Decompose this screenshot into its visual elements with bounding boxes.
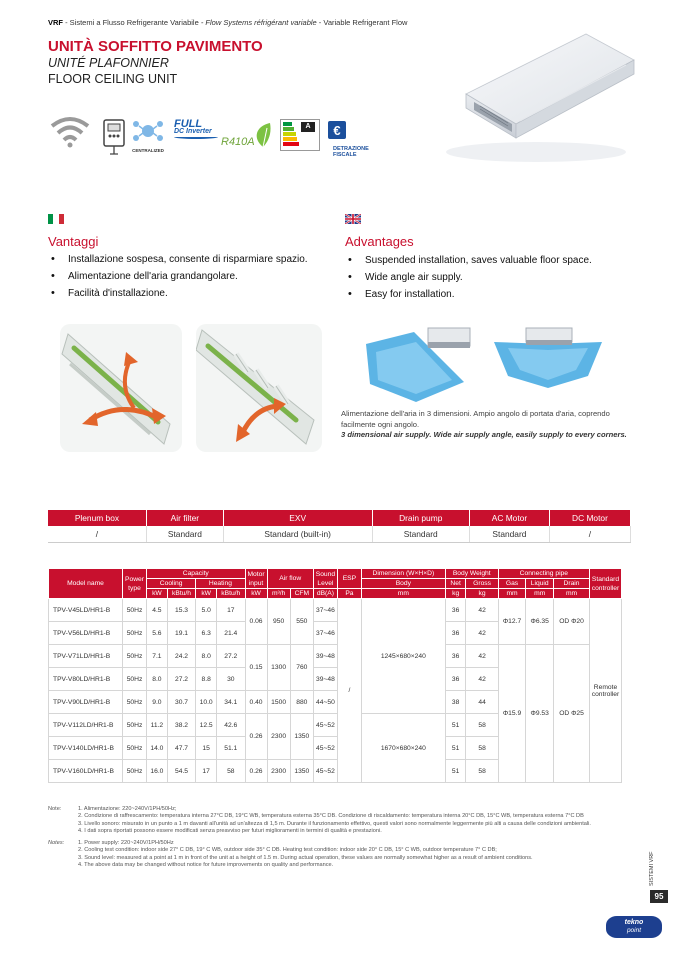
cooling-kw: 9.0 [147, 691, 168, 714]
italian-advantages-list [48, 251, 338, 302]
options-cell: / [549, 526, 630, 542]
wired-controller-icon [101, 118, 127, 158]
net-weight: 51 [445, 760, 466, 783]
motor-input: 0.40 [245, 691, 267, 714]
notes-italian [48, 806, 618, 835]
ceiling-mounted-airflow-illustration [488, 322, 608, 404]
note-item: 1. Alimentazione: 220~240V/1PH/50Hz; [78, 806, 177, 812]
airflow-caption [341, 409, 641, 441]
heating-kbtu: 34.1 [217, 691, 245, 714]
options-header: DC Motor [549, 510, 630, 526]
note-item: 2. Cooling test condition: indoor side 27° C DB, 19° C WB, outdoor side 35° C DB. Heating test condition: indoor side 20° C DB, 15° C WB, outdoor temperature 7° C DB; [78, 847, 497, 854]
heating-kbtu: 51.1 [217, 737, 245, 760]
standard-controller: Remote controller [590, 599, 622, 783]
unit-kw: kW [245, 589, 267, 599]
airflow-cfm: 880 [290, 691, 313, 714]
power-type: 50Hz [123, 645, 147, 668]
english-advantages-heading: Advantages [345, 234, 414, 249]
unit-cfm: CFM [290, 589, 313, 599]
sound-level: 45~52 [313, 714, 337, 737]
italian-flag-icon [48, 214, 64, 224]
caption-english: 3 dimensional air supply. Wide air supply angle, easily supply to every corners. [341, 430, 627, 439]
motor-input: 0.26 [245, 714, 267, 760]
note-item: 4. The above data may be changed without notice for future improvements on quality and performance. [78, 862, 334, 869]
gas-pipe: Φ12.7 [498, 599, 526, 645]
gross-weight: 58 [466, 737, 498, 760]
header-dimension: Dimension (W×H×D) [361, 569, 445, 579]
power-type: 50Hz [123, 599, 147, 622]
unit-mm: mm [361, 589, 445, 599]
options-header: EXV [223, 510, 372, 526]
unit-m3h: m³/h [267, 589, 290, 599]
options-header: Plenum box [48, 510, 146, 526]
options-cell: Standard (built-in) [223, 526, 372, 542]
unit-kg: kg [445, 589, 466, 599]
header-weight: Body Weight [445, 569, 498, 579]
cooling-kbtu: 27.2 [167, 668, 195, 691]
gross-weight: 42 [466, 668, 498, 691]
full-dc-inverter-badge [174, 118, 222, 152]
drain-pipe: OD Φ25 [554, 645, 590, 783]
model-name: TPV-V90LD/HR1-B [49, 691, 123, 714]
options-cell: Standard [372, 526, 469, 542]
unit-kbtu: kBtu/h [167, 589, 195, 599]
specifications-table [48, 568, 622, 783]
airflow-m3h: 2300 [267, 760, 290, 783]
unit-mm: mm [554, 589, 590, 599]
power-type: 50Hz [123, 691, 147, 714]
notes-english [48, 840, 618, 869]
cooling-kbtu: 15.3 [167, 599, 195, 622]
tax-label: DETRAZIONE FISCALE [333, 146, 369, 158]
notes-english-label: Notes: [48, 840, 65, 847]
centralized-label: CENTRALIZED [132, 148, 164, 153]
heating-kw: 15 [196, 737, 217, 760]
model-name: TPV-V140LD/HR1-B [49, 737, 123, 760]
options-cell: Standard [469, 526, 549, 542]
title-italian: UNITÀ SOFFITTO PAVIMENTO [48, 38, 263, 55]
sound-level: 45~52 [313, 760, 337, 783]
motor-input: 0.06 [245, 599, 267, 645]
header-motor: Motor input [245, 569, 267, 589]
heating-kw: 8.0 [196, 645, 217, 668]
cooling-kbtu: 24.2 [167, 645, 195, 668]
list-item: • Facilità d'installazione. [48, 285, 338, 302]
teknopoint-logo [606, 916, 662, 938]
unit-kbtu: kBtu/h [217, 589, 245, 599]
power-type: 50Hz [123, 760, 147, 783]
cooling-kw: 14.0 [147, 737, 168, 760]
leaf-icon [254, 122, 272, 148]
header-cooling: Cooling [147, 579, 196, 589]
body-dimension: 1670×680×240 [361, 714, 445, 783]
heating-kbtu: 58 [217, 760, 245, 783]
cooling-kbtu: 47.7 [167, 737, 195, 760]
power-type: 50Hz [123, 737, 147, 760]
header-gross: Gross [466, 579, 498, 589]
airflow-louver-illustration-left [60, 324, 182, 452]
options-cell: Standard [146, 526, 223, 542]
motor-input: 0.26 [245, 760, 267, 783]
cooling-kw: 16.0 [147, 760, 168, 783]
header-model: Model name [49, 569, 123, 599]
tax-deduction-badge [327, 120, 373, 158]
cooling-kbtu: 38.2 [167, 714, 195, 737]
unit-dba: dB(A) [313, 589, 337, 599]
body-dimension: 1245×680×240 [361, 599, 445, 714]
heating-kw: 12.5 [196, 714, 217, 737]
header-airflow: Air flow [267, 569, 313, 589]
title-english: FLOOR CEILING UNIT [48, 72, 178, 86]
header-net: Net [445, 579, 466, 589]
cooling-kw: 11.2 [147, 714, 168, 737]
header-heating: Heating [196, 579, 245, 589]
heating-kbtu: 21.4 [217, 622, 245, 645]
table-row [49, 599, 622, 622]
italian-advantages-heading: Vantaggi [48, 234, 99, 249]
options-header: Air filter [146, 510, 223, 526]
net-weight: 36 [445, 668, 466, 691]
svg-text:€: € [333, 123, 341, 138]
gross-weight: 44 [466, 691, 498, 714]
unit-mm: mm [526, 589, 554, 599]
page-number: 95 [650, 890, 668, 903]
sound-level: 39~48 [313, 645, 337, 668]
heating-kw: 5.0 [196, 599, 217, 622]
unit-pa: Pa [337, 589, 361, 599]
table-row [49, 645, 622, 668]
heating-kw: 6.3 [196, 622, 217, 645]
options-header: Drain pump [372, 510, 469, 526]
airflow-cfm: 1350 [290, 760, 313, 783]
model-name: TPV-V71LD/HR1-B [49, 645, 123, 668]
options-header: AC Motor [469, 510, 549, 526]
airflow-m3h: 950 [267, 599, 290, 645]
title-french: UNITÉ PLAFONNIER [48, 56, 169, 70]
model-name: TPV-V112LD/HR1-B [49, 714, 123, 737]
english-advantages-list [345, 252, 645, 303]
header-power: Power type [123, 569, 147, 599]
heating-kbtu: 42.6 [217, 714, 245, 737]
heating-kbtu: 17 [217, 599, 245, 622]
side-section-label: SISTEMI VRF [649, 851, 655, 886]
unit-kg: kg [466, 589, 498, 599]
list-item: • Installazione sospesa, consente di risparmiare spazio. [48, 251, 338, 268]
header-drain: Drain [554, 579, 590, 589]
power-type: 50Hz [123, 622, 147, 645]
note-item: 2. Condizione di raffrescamento: temperatura interna 27°C DB, 19°C WB, temperatura esterna 35°C DB. Condizione di riscaldamento: temperatura interna 20°C DB, 15°C WB, temperatura esterna 7°C DB [78, 813, 584, 820]
net-weight: 36 [445, 622, 466, 645]
list-item: • Wide angle air supply. [345, 269, 645, 286]
full-label: FULL [174, 118, 203, 130]
liquid-pipe: Φ6.35 [526, 599, 554, 645]
header-liquid: Liquid [526, 579, 554, 589]
model-name: TPV-V56LD/HR1-B [49, 622, 123, 645]
list-item: • Alimentazione dell'aria grandangolare. [48, 268, 338, 285]
sound-level: 44~50 [313, 691, 337, 714]
net-weight: 51 [445, 714, 466, 737]
gas-pipe: Φ15.9 [498, 645, 526, 783]
centralized-control-icon [131, 119, 165, 153]
heating-kbtu: 27.2 [217, 645, 245, 668]
heating-kw: 10.0 [196, 691, 217, 714]
unit-mm: mm [498, 589, 526, 599]
note-item: 3. Sound level: measured at a point at 1 m in front of the unit at a height of 1.5 m. During actual operation, these values are normally somewhat higher as a result of ambient conditions. [78, 854, 533, 861]
model-name: TPV-V80LD/HR1-B [49, 668, 123, 691]
net-weight: 36 [445, 645, 466, 668]
airflow-m3h: 1300 [267, 645, 290, 691]
sound-level: 39~48 [313, 668, 337, 691]
cooling-kw: 4.5 [147, 599, 168, 622]
net-weight: 51 [445, 737, 466, 760]
header-gas: Gas [498, 579, 526, 589]
model-name: TPV-V45LD/HR1-B [49, 599, 123, 622]
wall-mounted-airflow-illustration [356, 322, 474, 404]
motor-input: 0.15 [245, 645, 267, 691]
caption-italian: Alimentazione dell'aria in 3 dimensioni. Ampio angolo di portata d'aria, coprendo facilmente ogni angolo. [341, 409, 610, 429]
heating-kbtu: 30 [217, 668, 245, 691]
airflow-m3h: 1500 [267, 691, 290, 714]
product-image-floor-ceiling-unit [436, 20, 648, 170]
dc-inverter-label: DC Inverter [174, 128, 212, 135]
cooling-kw: 5.6 [147, 622, 168, 645]
header-en: - Variable Refrigerant Flow [316, 18, 408, 27]
sound-level: 37~46 [313, 622, 337, 645]
airflow-cfm: 550 [290, 599, 313, 645]
options-table [48, 510, 631, 543]
cooling-kbtu: 19.1 [167, 622, 195, 645]
airflow-cfm: 760 [290, 645, 313, 691]
header-esp: ESP [337, 569, 361, 589]
airflow-m3h: 2300 [267, 714, 290, 760]
airflow-cfm: 1350 [290, 714, 313, 760]
energy-label-icon [280, 119, 320, 151]
heating-kw: 17 [196, 760, 217, 783]
cooling-kbtu: 54.5 [167, 760, 195, 783]
wifi-icon [48, 114, 92, 148]
liquid-pipe: Φ9.53 [526, 645, 554, 783]
euro-icon [327, 120, 347, 140]
esp-value: / [337, 599, 361, 783]
refrigerant-label: R410A [221, 136, 255, 148]
options-cell: / [48, 526, 146, 542]
header-fr: - Flow Systems réfrigérant variable [198, 18, 317, 27]
model-name: TPV-V160LD/HR1-B [49, 760, 123, 783]
header-vrf: VRF [48, 18, 63, 27]
gross-weight: 58 [466, 760, 498, 783]
unit-kw: kW [196, 589, 217, 599]
notes-section [48, 806, 618, 869]
net-weight: 36 [445, 599, 466, 622]
unit-kw: kW [147, 589, 168, 599]
heating-kw: 8.8 [196, 668, 217, 691]
net-weight: 38 [445, 691, 466, 714]
list-item: • Easy for installation. [345, 286, 645, 303]
gross-weight: 42 [466, 599, 498, 622]
gross-weight: 42 [466, 622, 498, 645]
cooling-kw: 8.0 [147, 668, 168, 691]
sound-level: 45~52 [313, 737, 337, 760]
gross-weight: 42 [466, 645, 498, 668]
note-item: 3. Livello sonoro: misurato in un punto a 1 m davanti all'unità ad un'altezza di 1,5 m. Durante il funzionamento effettivo, questi valori sono normalmente leggermente più alti a causa delle condizioni ambientali. [78, 820, 591, 827]
header-capacity: Capacity [147, 569, 246, 579]
cooling-kw: 7.1 [147, 645, 168, 668]
header-pipe: Connecting pipe [498, 569, 589, 579]
brand-line-2: point [626, 927, 642, 934]
power-type: 50Hz [123, 714, 147, 737]
note-item: 4. I dati sopra riportati possono essere modificati senza preavviso per futuri miglioramenti in termini di qualità e prestazioni. [78, 827, 382, 834]
airflow-louver-illustration-right [196, 324, 322, 452]
list-item: • Suspended installation, saves valuable floor space. [345, 252, 645, 269]
header-it: - Sistemi a Flusso Refrigerante Variabile [63, 18, 199, 27]
note-item: 1. Power supply: 220~240V/1PH/50Hz [78, 840, 174, 847]
cooling-kbtu: 30.7 [167, 691, 195, 714]
section-header [48, 18, 407, 27]
notes-italian-label: Note: [48, 806, 62, 812]
brand-line-1: tekno [624, 919, 644, 926]
sound-level: 37~46 [313, 599, 337, 622]
drain-pipe: OD Φ20 [554, 599, 590, 645]
header-sound: Sound Level [313, 569, 337, 589]
gross-weight: 58 [466, 714, 498, 737]
power-type: 50Hz [123, 668, 147, 691]
header-controller: Standard controller [590, 569, 622, 599]
energy-class-label: A [301, 122, 315, 132]
uk-flag-icon [345, 214, 361, 224]
header-body: Body [361, 579, 445, 589]
